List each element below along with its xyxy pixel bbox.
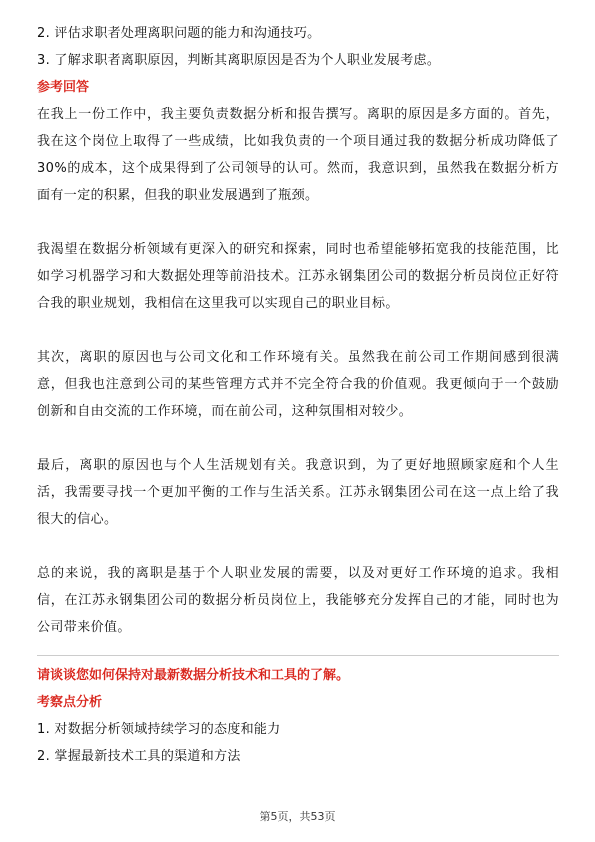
- analysis-point: 1. 对数据分析领域持续学习的态度和能力: [37, 722, 281, 737]
- page-footer: 第5页，共53页: [259, 810, 336, 823]
- answer-paragraph: 其次，离职的原因也与公司文化和工作环境有关。虽然我在前公司工作期间感到很满意，但我也注意到公司的某些管理方式并不完全符合我的价值观。我更倾向于一个鼓励创新和自由交流的工作环境，而在前公司，这种氛围相对较少。: [37, 350, 559, 419]
- analysis-point: 2. 掌握最新技术工具的渠道和方法: [37, 749, 241, 764]
- answer-heading: 参考回答: [37, 80, 90, 95]
- intro-point: 3. 了解求职者离职原因，判断其离职原因是否为个人职业发展考虑。: [37, 53, 441, 68]
- next-question: 请谈谈您如何保持对最新数据分析技术和工具的了解。: [37, 668, 350, 683]
- answer-paragraph: 我渴望在数据分析领域有更深入的研究和探索，同时也希望能够拓宽我的技能范围，比如学习机器学习和大数据处理等前沿技术。江苏永钢集团公司的数据分析员岗位正好符合我的职业规划，我相信在这里我可以实现自己的职业目标。: [37, 242, 559, 311]
- answer-paragraph: 总的来说，我的离职是基于个人职业发展的需要，以及对更好工作环境的追求。我相信，在江苏永钢集团公司的数据分析员岗位上，我能够充分发挥自己的才能，同时也为公司带来价值。: [37, 566, 559, 635]
- answer-paragraph: 最后，离职的原因也与个人生活规划有关。我意识到，为了更好地照顾家庭和个人生活，我需要寻找一个更加平衡的工作与生活关系。江苏永钢集团公司在这一点上给了我很大的信心。: [37, 458, 559, 527]
- document-page: [37, 20, 559, 770]
- answer-paragraph: 在我上一份工作中，我主要负责数据分析和报告撰写。离职的原因是多方面的。首先，我在这个岗位上取得了一些成绩，比如我负责的一个项目通过我的数据分析成功降低了30%的成本，这个成果得到了公司领导的认可。然而，我意识到，虽然我在数据分析方面有一定的积累，但我的职业发展遇到了瓶颈。: [37, 107, 559, 203]
- analysis-heading: 考察点分析: [37, 695, 103, 710]
- intro-point: 2. 评估求职者处理离职问题的能力和沟通技巧。: [37, 26, 321, 41]
- section-divider: [37, 655, 559, 656]
